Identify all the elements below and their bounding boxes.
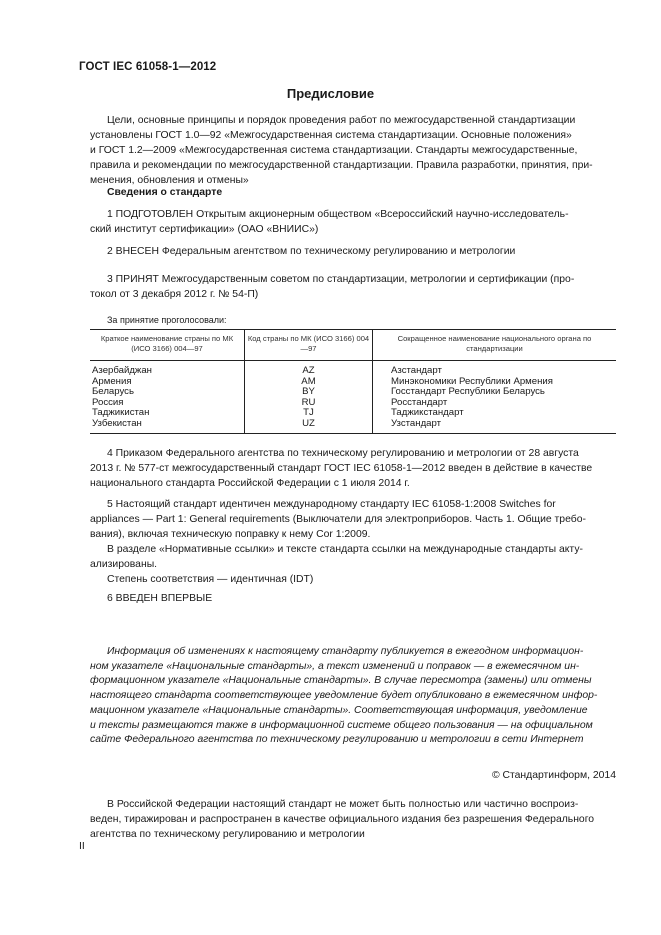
item-5-degree: Степень соответствия — идентичная (IDT) bbox=[107, 574, 314, 585]
item-4-line: национального стандарта Российской Федерации с 1 июля 2014 г. bbox=[90, 478, 410, 489]
column-header-country: Краткое наименование страны по МК (ИСО 3166) 004—97 bbox=[90, 330, 245, 361]
code-cell: AM bbox=[245, 377, 373, 388]
table-row bbox=[90, 419, 616, 433]
item-4-line: 2013 г. № 577-ст межгосударственный стандарт ГОСТ IEC 61058-1—2012 введен в действие в качестве bbox=[90, 463, 593, 474]
item-3-line: 3 ПРИНЯТ Межгосударственным советом по стандартизации, метрологии и сертификации (про- bbox=[107, 274, 575, 285]
item-5-line: appliances — Part 1: General requirements (Выключатели для электроприборов. Часть 1. Общие требо- bbox=[90, 514, 586, 525]
code-cell: RU bbox=[245, 398, 373, 409]
country-cell: Россия bbox=[90, 398, 245, 409]
body-cell: Госстандарт Республики Беларусь bbox=[391, 386, 545, 398]
item-6-first-introduced: 6 ВВЕДЕН ВПЕРВЫЕ bbox=[107, 593, 213, 604]
body-cell: Минэкономики Республики Армения bbox=[391, 375, 553, 387]
notice-line: настоящего стандарта соответствующее уведомление будет опубликовано в ежемесячном инфор- bbox=[90, 690, 598, 702]
copyright-notice: © Стандартинформ, 2014 bbox=[491, 770, 616, 781]
table-row bbox=[90, 408, 616, 419]
column-header-code: Код страны по МК (ИСО 3166) 004—97 bbox=[245, 330, 373, 361]
item-1-line: ский институт сертификации» (ОАО «ВНИИС») bbox=[90, 224, 319, 235]
body-cell: Росстандарт bbox=[391, 396, 448, 408]
code-cell: UZ bbox=[245, 419, 373, 433]
table-row bbox=[90, 398, 616, 409]
rights-line: веден, тиражирован и распространен в качестве официального издания без разрешения Федерального bbox=[90, 814, 595, 825]
voting-label: За принятие проголосовали: bbox=[107, 315, 227, 325]
voting-table bbox=[90, 329, 616, 434]
item-1-prepared bbox=[90, 207, 616, 237]
country-cell: Азербайджан bbox=[90, 361, 245, 377]
notice-line: и тексты размещаются также в информационной системе общего пользования — на официальном bbox=[90, 719, 593, 731]
intro-line: и ГОСТ 1.2—2009 «Межгосударственная система стандартизации. Стандарты межгосударственные, bbox=[90, 145, 578, 156]
intro-paragraph bbox=[90, 113, 616, 188]
table-header-row bbox=[90, 330, 616, 361]
rights-line: агентства по техническому регулированию и метрологии bbox=[90, 829, 365, 840]
body-cell: Таджикстандарт bbox=[391, 407, 464, 419]
item-5-refs-line: ализированы. bbox=[90, 559, 158, 570]
intro-line: правила и рекомендации по межгосударственной стандартизации. Правила разработки, принятия, при- bbox=[90, 160, 593, 171]
body-cell: Азстандарт bbox=[391, 365, 442, 376]
item-5-refs-line: В разделе «Нормативные ссылки» и тексте стандарта ссылки на международные стандарты акту- bbox=[107, 544, 583, 555]
item-4-line: 4 Приказом Федерального агентства по техническому регулированию и метрологии от 28 августа bbox=[107, 448, 579, 459]
notice-line: ном указателе «Национальные стандарты», а текст изменений и поправок — в ежемесячном ин- bbox=[90, 660, 580, 672]
standard-code-header: ГОСТ IEC 61058-1—2012 bbox=[79, 61, 217, 73]
code-cell: AZ bbox=[245, 361, 373, 377]
intro-line: Цели, основные принципы и порядок проведения работ по межгосударственной стандартизации bbox=[107, 115, 576, 126]
item-3-line: токол от 3 декабря 2012 г. № 54-П) bbox=[90, 289, 259, 300]
item-2-introduced: 2 ВНЕСЕН Федеральным агентством по техническому регулированию и метрологии bbox=[107, 246, 516, 257]
country-cell: Беларусь bbox=[90, 387, 245, 398]
rights-line: В Российской Федерации настоящий стандарт не может быть полностью или частично воспроиз- bbox=[107, 799, 579, 810]
page-title: Предисловие bbox=[286, 86, 375, 101]
body-cell: Узстандарт bbox=[373, 419, 617, 433]
change-notice-paragraph bbox=[90, 645, 616, 748]
country-cell: Армения bbox=[90, 377, 245, 388]
notice-line: формационном указателе «Национальные стандарты». В случае пересмотра (замены) или отмены bbox=[90, 675, 592, 687]
notice-line: Информация об изменениях к настоящему стандарту публикуется в ежегодном информацион- bbox=[107, 646, 584, 657]
country-cell: Таджикистан bbox=[90, 408, 245, 419]
code-cell: TJ bbox=[245, 408, 373, 419]
notice-line: мационном указателе «Национальные стандарты». Соответствующая информация, уведомление bbox=[90, 704, 588, 716]
country-cell: Узбекистан bbox=[90, 419, 245, 433]
item-5-identity bbox=[90, 497, 616, 587]
reproduction-rights-paragraph bbox=[90, 797, 616, 842]
item-1-line: 1 ПОДГОТОВЛЕН Открытым акционерным обществом «Всероссийский научно-исследователь- bbox=[107, 209, 569, 220]
item-5-line: вания), включая техническую поправку к нему Cor 1:2009. bbox=[90, 529, 371, 540]
notice-line: сайте Федерального агентства по техническому регулированию и метрологии в сети Интернет bbox=[90, 734, 584, 746]
about-standard-heading: Сведения о стандарте bbox=[107, 187, 223, 198]
page-number: II bbox=[79, 841, 85, 852]
table-row bbox=[90, 387, 616, 398]
table-row bbox=[90, 361, 616, 377]
intro-line: менения, обновления и отмены» bbox=[90, 175, 249, 186]
item-3-adopted bbox=[90, 272, 616, 302]
intro-line: установлены ГОСТ 1.0—92 «Межгосударственная система стандартизации. Основные положения» bbox=[90, 130, 572, 141]
code-cell: BY bbox=[245, 387, 373, 398]
item-5-line: 5 Настоящий стандарт идентичен международному стандарту IEC 61058-1:2008 Switches for bbox=[107, 499, 556, 510]
column-header-body: Сокращенное наименование национального органа по стандартизации bbox=[373, 330, 617, 361]
item-4-enactment bbox=[90, 446, 616, 491]
